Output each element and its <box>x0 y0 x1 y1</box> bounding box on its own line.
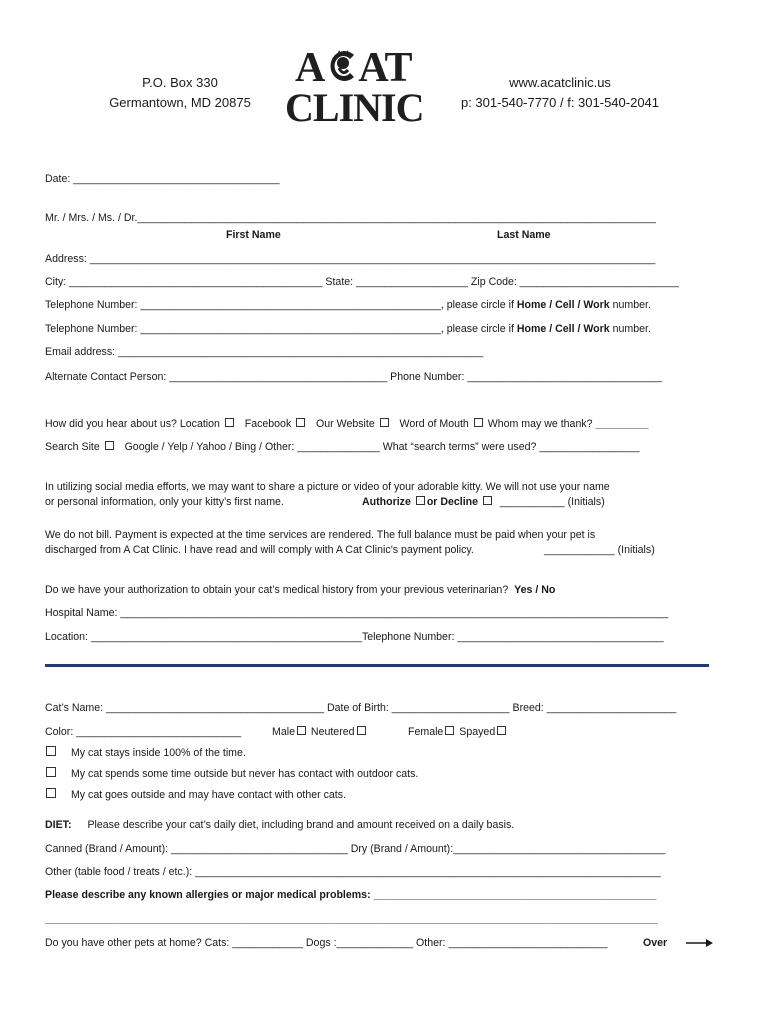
arrow-right-icon <box>686 938 714 951</box>
spayed-checkbox[interactable] <box>497 726 506 735</box>
billing-initials-field[interactable]: ____________ (Initials) <box>544 544 655 556</box>
hospital-name-field[interactable]: Hospital Name: _____________________________________________________________________________________________ <box>45 607 669 619</box>
cat-name-field[interactable]: Cat’s Name: _____________________________________ Date of Birth: ____________________ Breed: ______________________ <box>45 702 677 714</box>
email-field[interactable]: Email address: ______________________________________________________________ <box>45 346 484 358</box>
outside-no-contact-checkbox[interactable] <box>46 767 56 777</box>
history-question: Do we have your authorization to obtain your cat’s medical history from your previous veterinarian? Yes / No <box>45 584 556 596</box>
city-state-zip-field[interactable]: City: ___________________________________________ State: ___________________ Zip Code: ___________________________ <box>45 276 679 288</box>
facebook-checkbox[interactable] <box>296 418 305 427</box>
owner-name-field[interactable]: Mr. / Mrs. / Ms. / Dr.________________________________________________________________________________________ <box>45 212 656 224</box>
referral-line-1: How did you hear about us? Location Facebook Our Website Word of Mouth Whom may we thank? _________ <box>45 418 649 430</box>
allergies-continuation-field[interactable]: ________________________________________________________________________________________________________ <box>45 913 658 925</box>
indoor-only-option[interactable]: My cat stays inside 100% of the time. <box>46 746 246 759</box>
date-field[interactable]: Date: ___________________________________ <box>45 173 280 185</box>
search-site-checkbox[interactable] <box>105 441 114 450</box>
telephone-2-field[interactable]: Telephone Number: ___________________________________________________, please circle if Home / Cell / Work number. <box>45 323 651 335</box>
allergies-field[interactable]: Please describe any known allergies or major medical problems: ________________________________________________ <box>45 889 657 901</box>
clinic-address-line2: Germantown, MD 20875 <box>109 95 251 110</box>
sex-female-options: Female Spayed <box>408 726 508 738</box>
cat-head-c-icon <box>324 46 358 82</box>
word-of-mouth-checkbox[interactable] <box>474 418 483 427</box>
referral-line-2: Search Site Google / Yelp / Yahoo / Bing / Other: ______________ What “search terms” were used? _________________ <box>45 441 640 453</box>
yes-no-option[interactable]: Yes / No <box>514 584 556 596</box>
clinic-website: www.acatclinic.us <box>509 75 611 90</box>
other-pets-field[interactable]: Do you have other pets at home? Cats: ____________ Dogs :_____________ Other: ___________________________ <box>45 937 608 949</box>
over-label: Over <box>643 937 668 949</box>
billing-text-2: discharged from A Cat Clinic. I have read and will comply with A Cat Clinic’s payment policy. <box>45 544 474 556</box>
billing-text-1: We do not bill. Payment is expected at the time services are rendered. The full balance must be paid when your pet is <box>45 529 596 541</box>
diet-other-field[interactable]: Other (table food / treats / etc.): _______________________________________________________________________________ <box>45 866 661 878</box>
authorize-checkbox[interactable] <box>416 496 425 505</box>
sex-male-options: Male Neutered <box>272 726 368 738</box>
section-divider <box>45 664 709 667</box>
social-media-text-2: or personal information, only your kitty’s first name. <box>45 496 284 508</box>
last-name-label: Last Name <box>497 229 551 241</box>
outside-no-contact-option[interactable]: My cat spends some time outside but never has contact with outdoor cats. <box>46 767 418 780</box>
social-consent: Authorize or Decline ___________ (Initials) <box>362 496 605 508</box>
clinic-logo: A AT CLINIC <box>285 45 424 130</box>
alternate-contact-field[interactable]: Alternate Contact Person: _____________________________________ Phone Number: _________________________________ <box>45 371 662 383</box>
clinic-address-line1: P.O. Box 330 <box>142 75 218 90</box>
outside-contact-option[interactable]: My cat goes outside and may have contact with other cats. <box>46 788 346 801</box>
social-initials-field[interactable]: ___________ (Initials) <box>499 496 605 508</box>
outside-contact-checkbox[interactable] <box>46 788 56 798</box>
location-checkbox[interactable] <box>225 418 234 427</box>
female-checkbox[interactable] <box>445 726 454 735</box>
address-field[interactable]: Address: ________________________________________________________________________________________________ <box>45 253 656 265</box>
diet-heading: DIET: Please describe your cat’s daily diet, including brand and amount received on a daily basis. <box>45 819 515 831</box>
hospital-location-field[interactable]: Location: ______________________________________________Telephone Number: ___________________________________ <box>45 631 664 643</box>
social-media-text-1: In utilizing social media efforts, we may want to share a picture or video of your adorable kitty. We will not use your name <box>45 481 610 493</box>
neutered-checkbox[interactable] <box>357 726 366 735</box>
male-checkbox[interactable] <box>297 726 306 735</box>
cat-color-field[interactable]: Color: ____________________________ <box>45 726 242 738</box>
telephone-1-field[interactable]: Telephone Number: ___________________________________________________, please circle if Home / Cell / Work number. <box>45 299 651 311</box>
first-name-label: First Name <box>226 229 281 241</box>
indoor-only-checkbox[interactable] <box>46 746 56 756</box>
website-checkbox[interactable] <box>380 418 389 427</box>
clinic-phones: p: 301-540-7770 / f: 301-540-2041 <box>460 95 660 110</box>
diet-canned-dry-field[interactable]: Canned (Brand / Amount): ______________________________ Dry (Brand / Amount):____________________________________ <box>45 843 666 855</box>
decline-checkbox[interactable] <box>483 496 492 505</box>
